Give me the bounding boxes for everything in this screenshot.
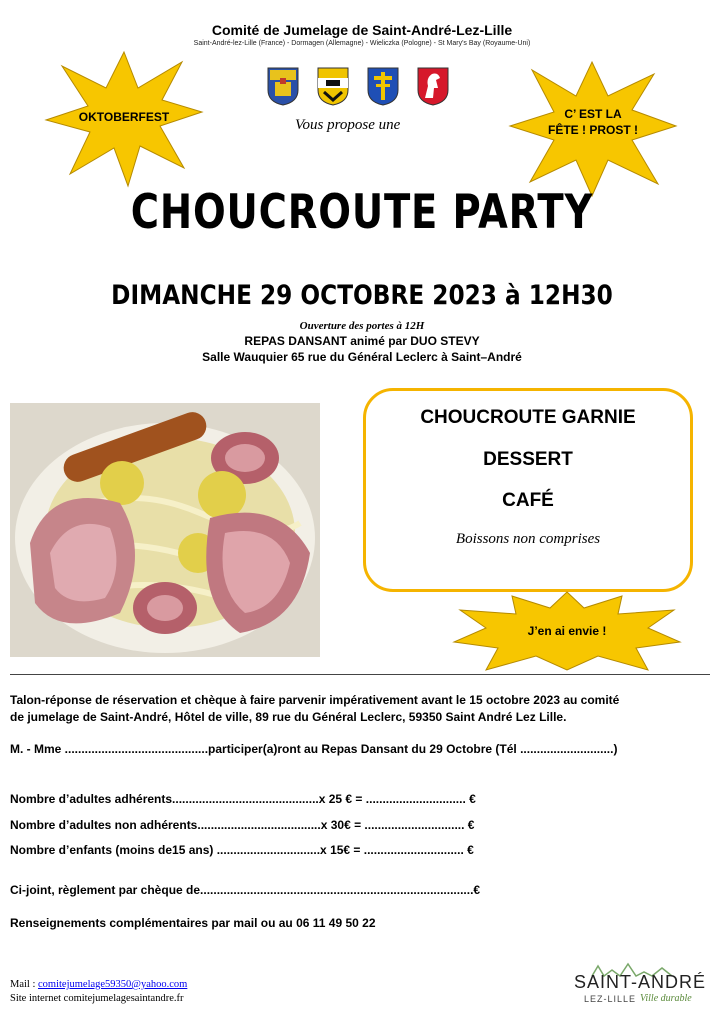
venue-line: Salle Wauquier 65 rue du Général Leclerc à Saint–André — [202, 350, 522, 364]
form-intro-line1: Talon-réponse de réservation et chèque à faire parvenir impérativement avant le 15 octobre 2023 au comité — [10, 693, 620, 707]
logo-sub: LEZ-LILLE — [584, 994, 637, 1004]
logo-name: SAINT-ANDRÉ — [574, 972, 707, 992]
form-divider — [10, 674, 710, 675]
event-title: CHOUCROUTE PARTY — [130, 185, 594, 240]
mail-label: Mail : — [10, 979, 38, 990]
form-names-line: M. - Mme ...........................................participer(a)ront au Repas Dansant du 29 Octobre (Tél ............................) — [10, 742, 618, 756]
form-intro-line2: de jumelage de Saint-André, Hôtel de ville, 89 rue du Général Leclerc, 59350 Saint André Lez Lille. — [10, 710, 567, 724]
form-cheque: Ci-joint, règlement par chèque de..................................................................................€ — [10, 883, 481, 897]
drinks-note: Boissons non comprises — [455, 531, 601, 547]
saint-andre-logo — [562, 962, 712, 1012]
committee-title: Comité de Jumelage de Saint-André-Lez-Lille — [211, 22, 513, 38]
choucroute-photo — [10, 403, 320, 657]
menu-item-cafe: CAFÉ — [502, 490, 554, 511]
dance-meal-line: REPAS DANSANT animé par DUO STEVY — [244, 334, 480, 348]
form-adults-members: Nombre d’adultes adhérents............................................x 25 € = .............................. € — [10, 792, 476, 806]
event-date: DIMANCHE 29 OCTOBRE 2023 à 12H30 — [111, 280, 613, 311]
menu-box — [363, 388, 693, 592]
saint-andre-crest-icon — [266, 66, 300, 106]
crests-row — [266, 66, 466, 108]
footer-mail — [10, 979, 187, 990]
form-info-phone: Renseignements complémentaires par mail ou au 06 11 49 50 22 — [10, 916, 376, 930]
fete-label-line2: FÊTE ! PROST ! — [548, 123, 638, 137]
footer-site: Site internet comitejumelagesaintandre.fr — [10, 993, 184, 1004]
oktoberfest-label: OKTOBERFEST — [78, 110, 170, 124]
form-adults-non-members: Nombre d’adultes non adhérents.....................................x 30€ = .............................. € — [10, 818, 475, 832]
menu-item-dessert: DESSERT — [483, 449, 573, 470]
st-marys-bay-crest-icon — [416, 66, 450, 106]
twin-towns-subtitle: Saint-André-lez-Lille (France) - Dormagen (Allemagne) - Wieliczka (Pologne) - St Mary's Bay (Royaume-Uni) — [193, 40, 531, 47]
menu-item-choucroute: CHOUCROUTE GARNIE — [420, 407, 636, 428]
envie-label: J’en ai envie ! — [527, 624, 607, 638]
fete-label — [530, 106, 656, 138]
logo-tagline: Ville durable — [640, 993, 692, 1004]
doors-opening: Ouverture des portes à 12H — [299, 320, 425, 332]
mail-link[interactable]: comitejumelage59350@yahoo.com — [38, 979, 188, 990]
dormagen-crest-icon — [316, 66, 350, 106]
propose-text: Vous propose une — [295, 117, 401, 133]
form-children: Nombre d’enfants (moins de15 ans) ...............................x 15€ = .............................. € — [10, 843, 474, 857]
fete-label-line1: C’ EST LA — [564, 107, 622, 121]
wieliczka-crest-icon — [366, 66, 400, 106]
